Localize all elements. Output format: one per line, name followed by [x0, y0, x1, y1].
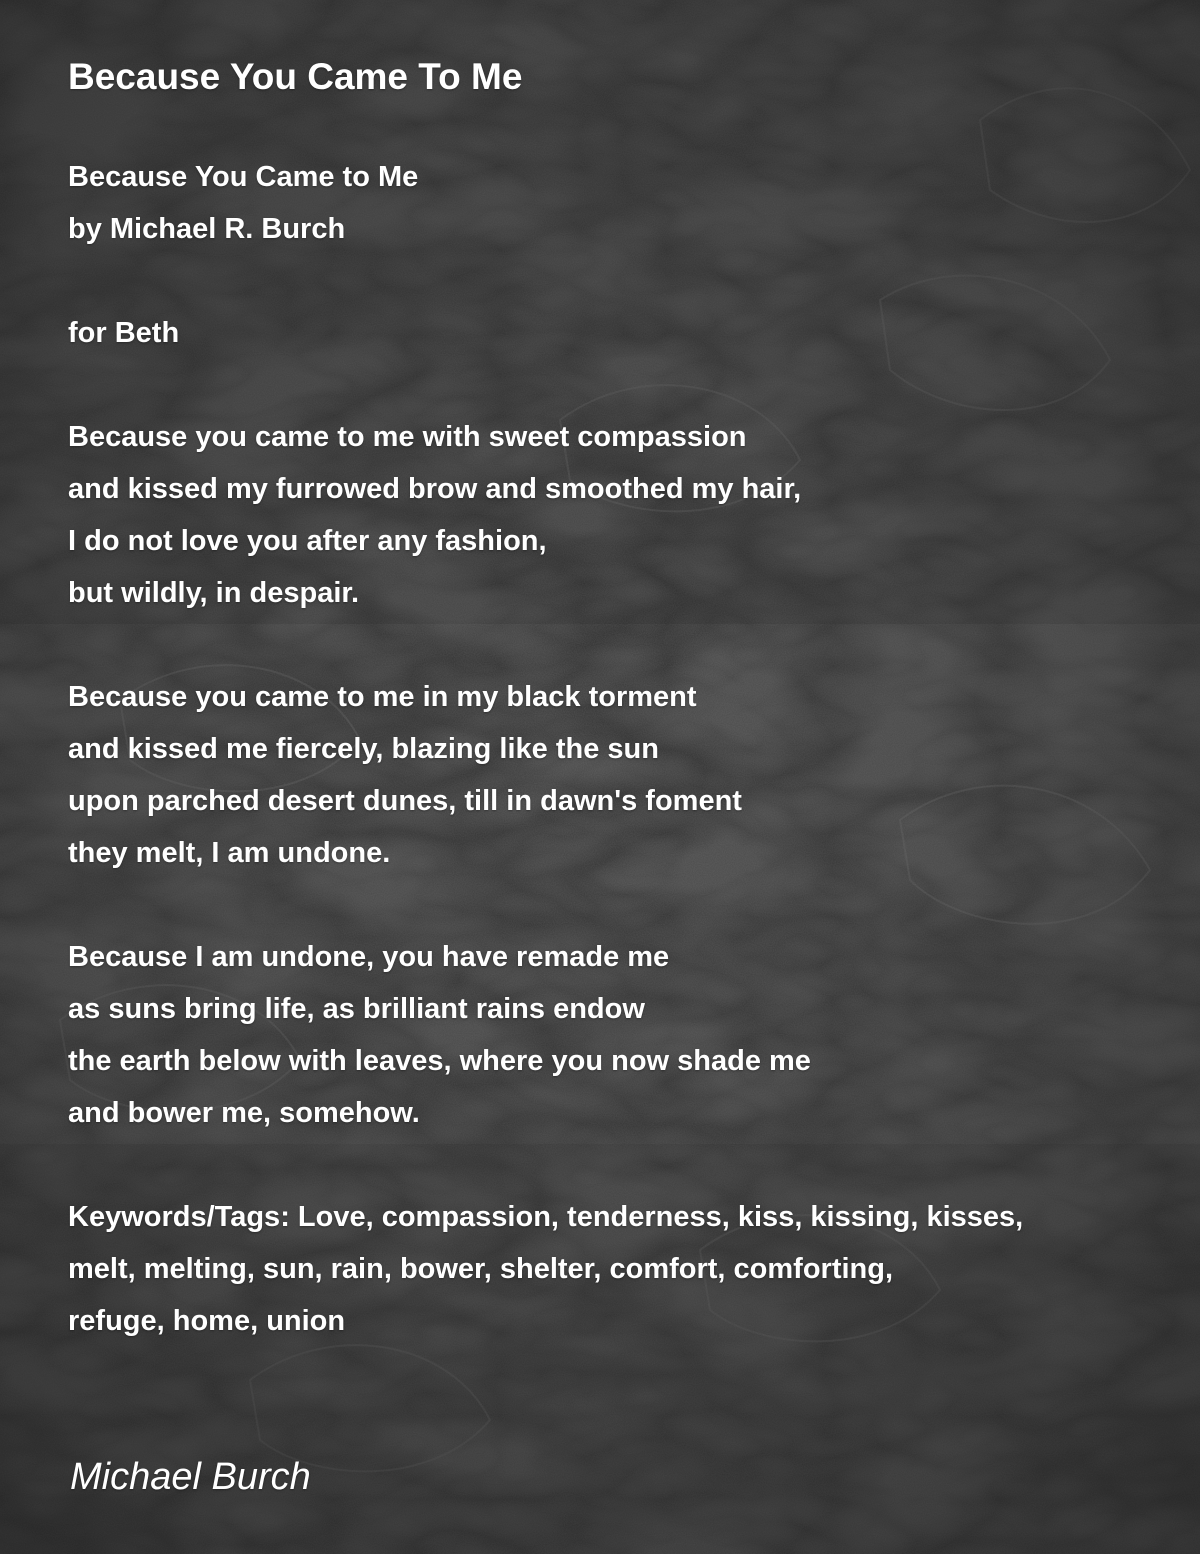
keywords-tags	[68, 1191, 1168, 1347]
poem-line: upon parched desert dunes, till in dawn's foment	[68, 785, 742, 817]
stanza-1	[68, 411, 1168, 619]
blank-line	[68, 359, 1168, 411]
keywords-line: Keywords/Tags: Love, compassion, tenderness, kiss, kissing, kisses,	[68, 1201, 1024, 1233]
poem-dedication: for Beth	[68, 317, 180, 349]
poem-line: they melt, I am undone.	[68, 837, 391, 869]
poem-line: and kissed me fiercely, blazing like the sun	[68, 733, 659, 765]
poem-line: as suns bring life, as brilliant rains endow	[68, 993, 645, 1025]
stanza-3	[68, 931, 1168, 1139]
poem-line: and bower me, somehow.	[68, 1097, 420, 1129]
author-signature: Michael Burch	[70, 1456, 311, 1498]
keywords-line: melt, melting, sun, rain, bower, shelter, comfort, comforting,	[68, 1253, 894, 1285]
poem-line: I do not love you after any fashion,	[68, 525, 547, 557]
stanza-2	[68, 671, 1168, 879]
blank-line	[68, 619, 1168, 671]
blank-line	[68, 879, 1168, 931]
poem-line: Because you came to me in my black torment	[68, 681, 697, 713]
poem-heading: Because You Came to Me	[68, 161, 419, 193]
poem-body	[68, 151, 1168, 1347]
poem-line: Because you came to me with sweet compassion	[68, 421, 747, 453]
poem-line: the earth below with leaves, where you now shade me	[68, 1045, 811, 1077]
page-title: Because You Came To Me	[68, 56, 523, 97]
blank-line	[68, 1139, 1168, 1191]
blank-line	[68, 255, 1168, 307]
poem-line: and kissed my furrowed brow and smoothed my hair,	[68, 473, 802, 505]
keywords-line: refuge, home, union	[68, 1305, 346, 1337]
poem-line: but wildly, in despair.	[68, 577, 360, 609]
poem-byline: by Michael R. Burch	[68, 213, 346, 245]
poem-line: Because I am undone, you have remade me	[68, 941, 670, 973]
